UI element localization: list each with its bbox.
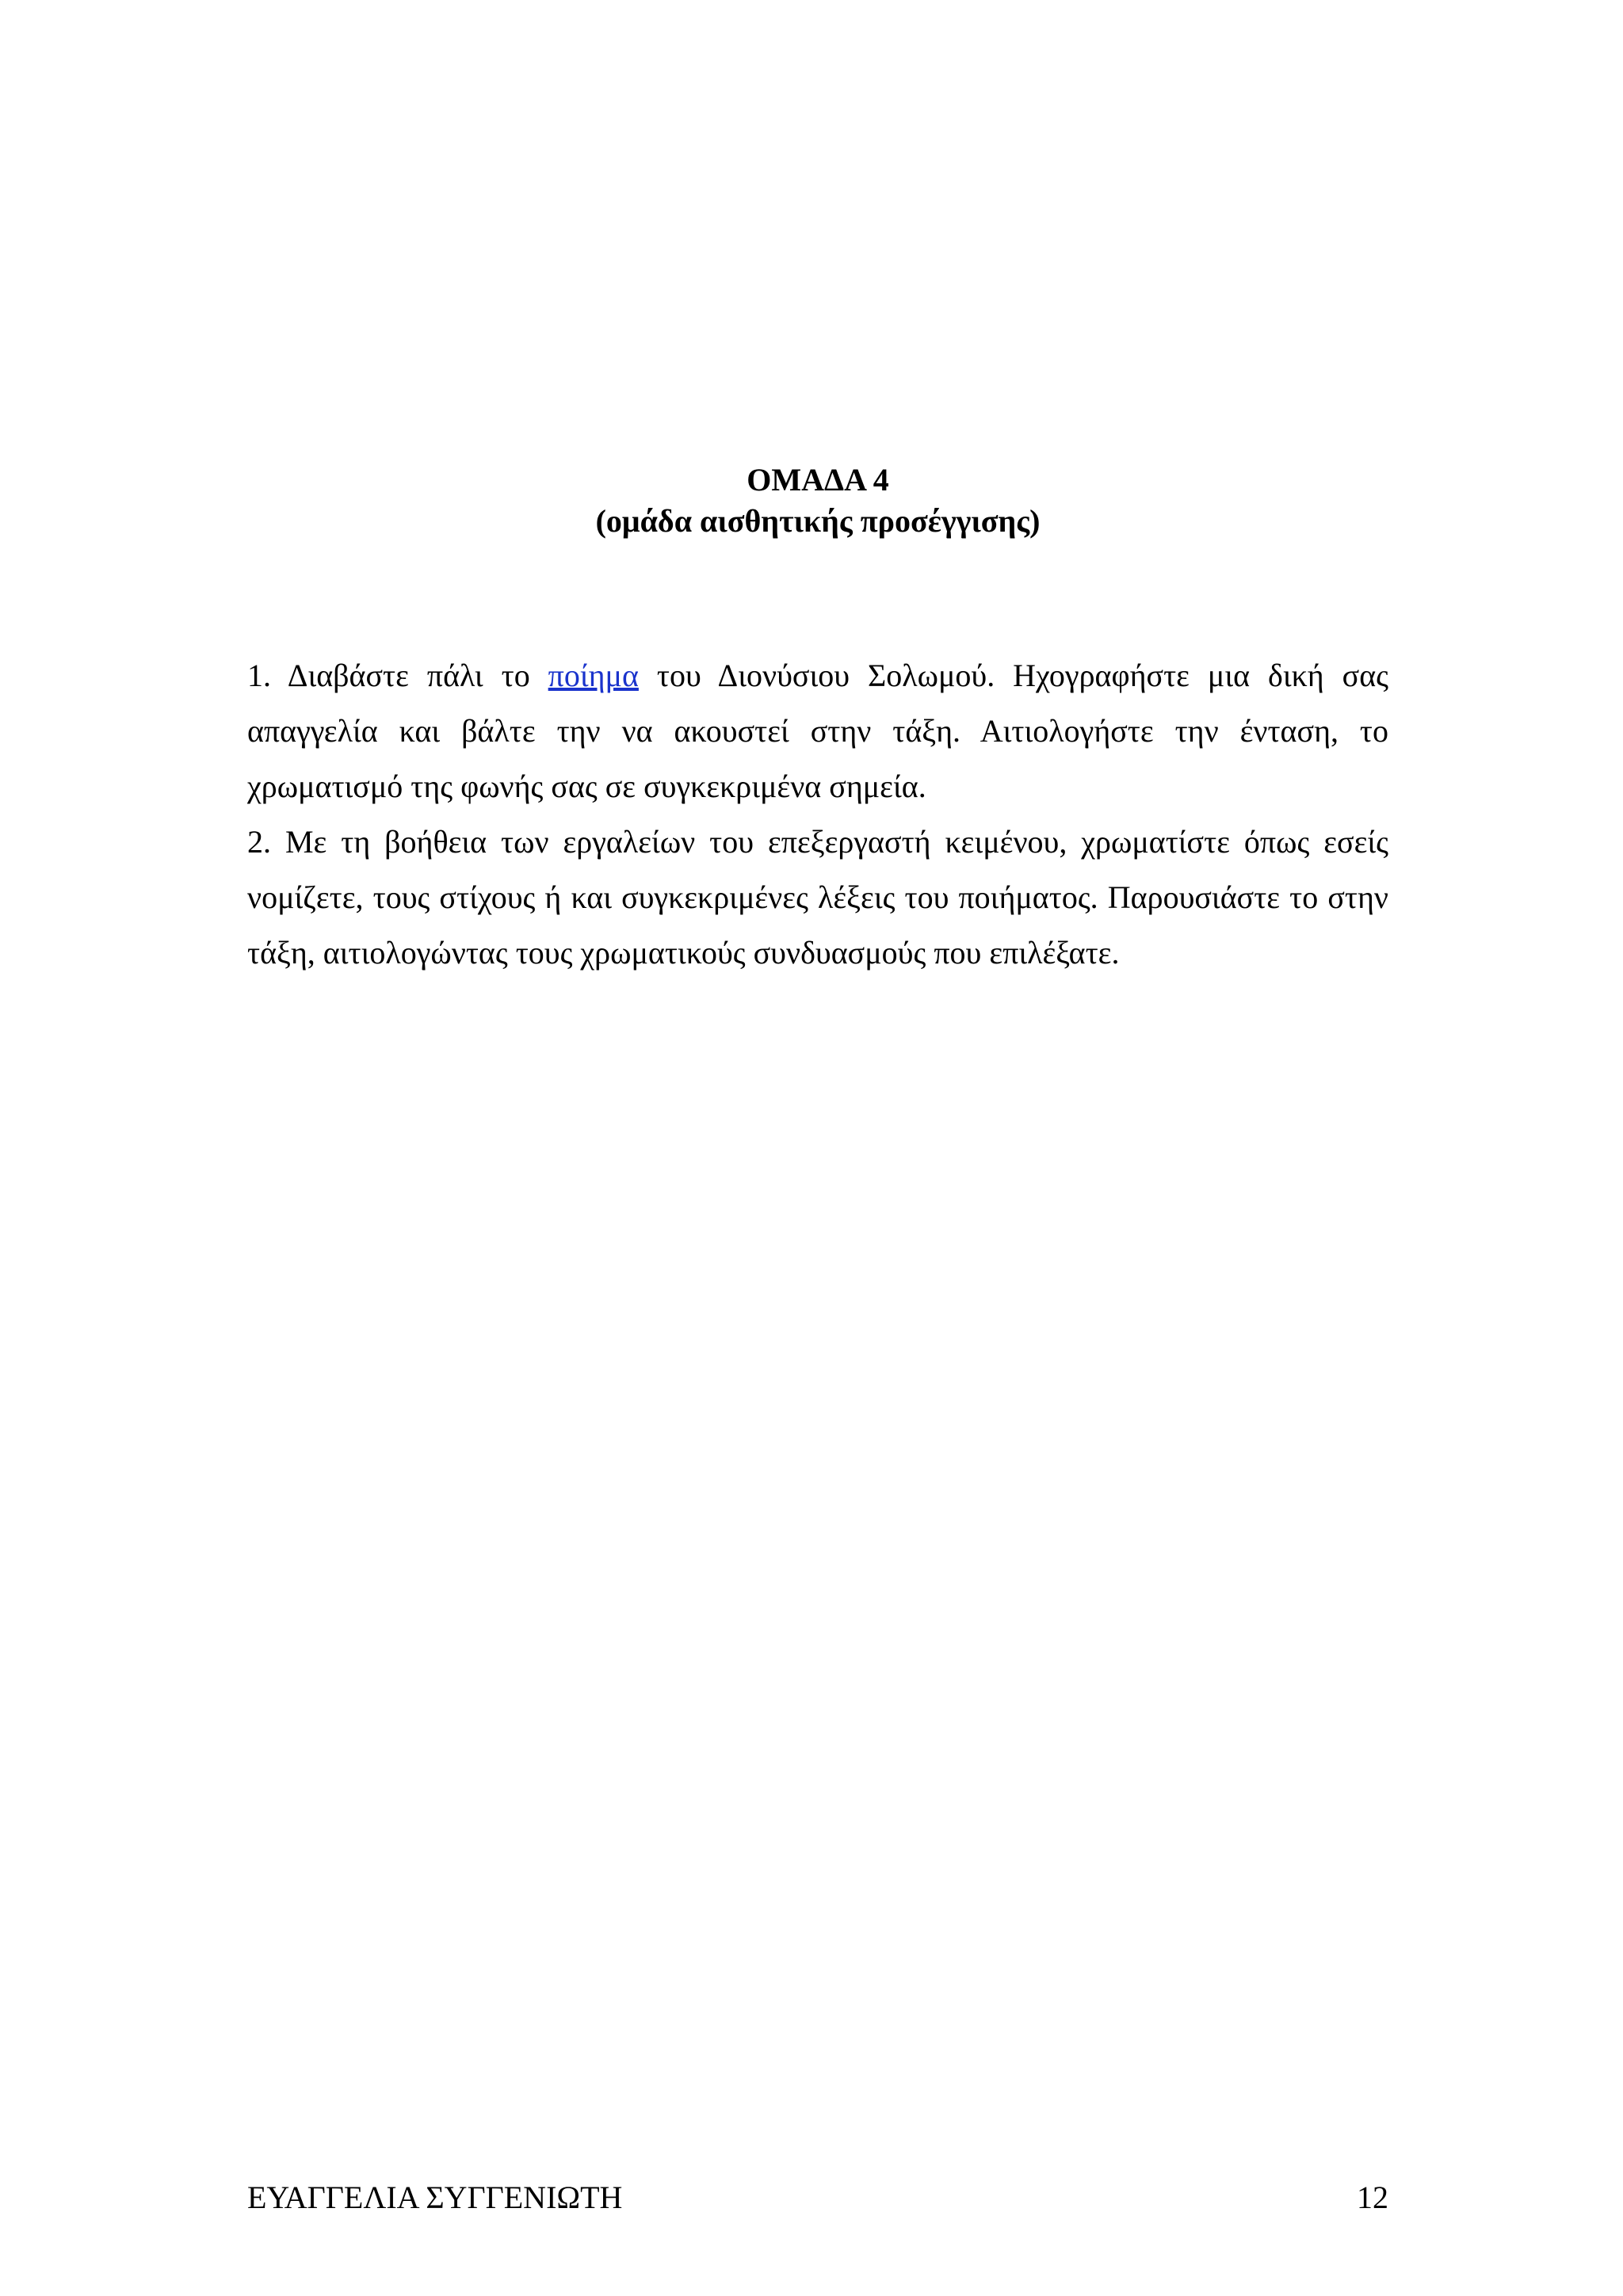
section-heading bbox=[247, 460, 1388, 542]
group-subtitle: (ομάδα αισθητικής προσέγγισης) bbox=[595, 503, 1041, 539]
task-2: 2. Με τη βοήθεια των εργαλείων του επεξεργαστή κειμένου, χρωματίστε όπως εσείς νομίζετε, τους στίχους ή και συγκεκριμένες λέξεις του ποιήματος. Παρουσιάστε το στην τάξη, αιτιολογώντας τους χρωματικούς συνδυασμούς που επιλέξατε. bbox=[247, 824, 1388, 971]
task-1-text-end: του Διονύσιου Σολωμού. Ηχογραφήστε μια δική σας απαγγελία και βάλτε την να ακουστεί στην τάξη. Αιτιολογήστε την ένταση, το χρωματισμό της φωνής σας σε συγκεκριμένα σημεία. bbox=[247, 658, 1388, 804]
task-1 bbox=[247, 648, 1388, 814]
poem-link[interactable]: ποίημα bbox=[548, 658, 639, 693]
group-title: ΟΜΑΔΑ 4 bbox=[747, 462, 889, 498]
page-number: 12 bbox=[1357, 2180, 1388, 2215]
task-list bbox=[247, 648, 1388, 981]
footer-author: ΕΥΑΓΓΕΛΙΑ ΣΥΓΓΕΝΙΩΤΗ bbox=[247, 2180, 623, 2215]
task-1-text-start: 1. Διαβάστε πάλι το bbox=[247, 658, 548, 693]
